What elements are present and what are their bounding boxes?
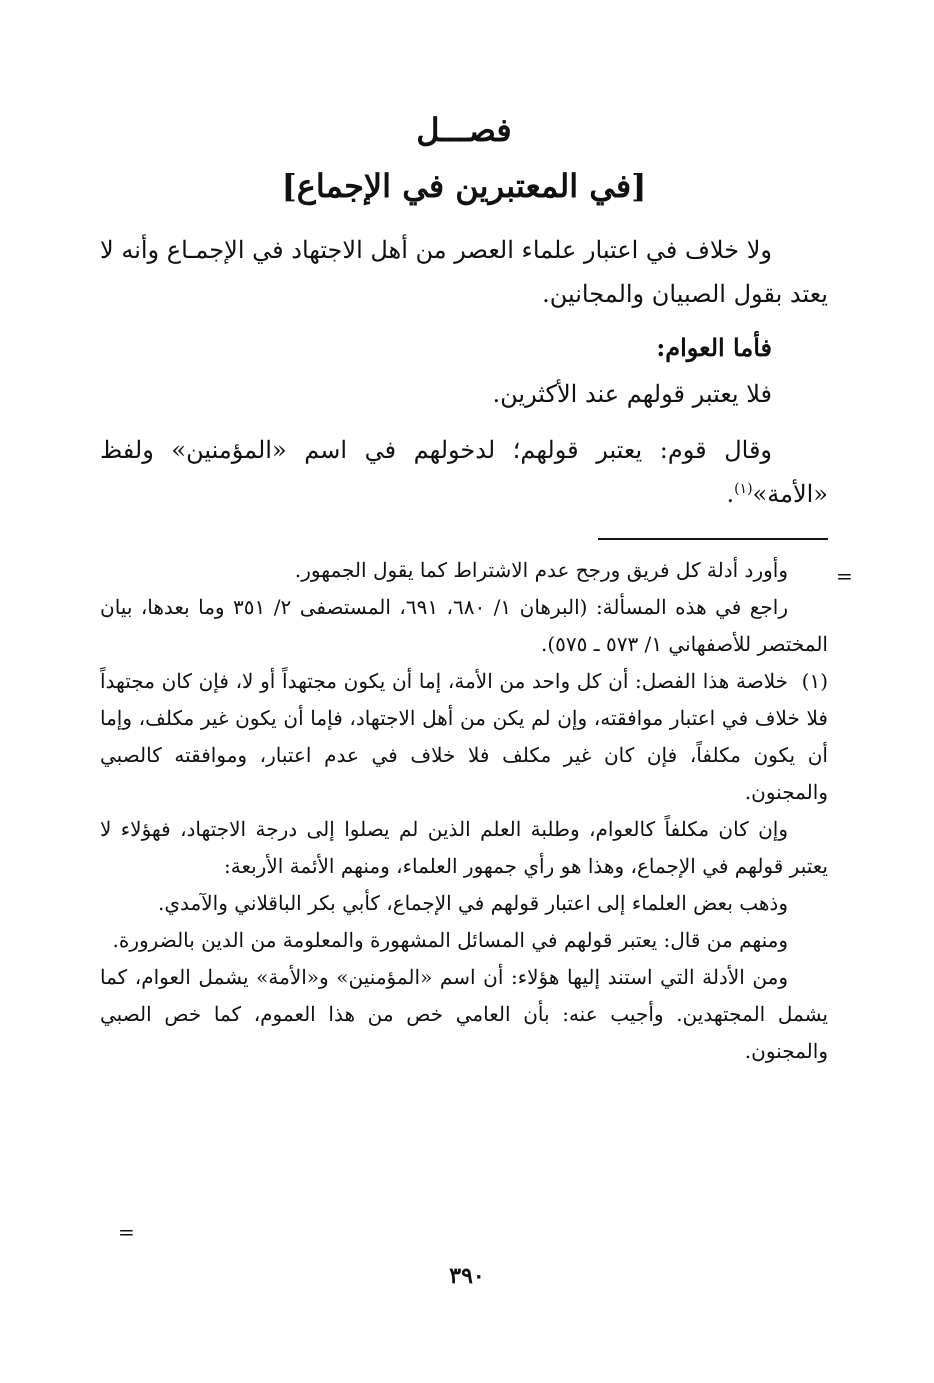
paragraph-other-view [100,428,828,516]
footnote-divider [598,538,828,540]
section-title: فصـــل [416,111,512,149]
footnote-ref-1: (١) [734,481,753,497]
paragraph-consensus: ولا خلاف في اعتبار علماء العصر من أهل الاجتهاد في الإجمـاع وأنه لا يعتد بقول الصبيان والمجانين. [100,236,828,308]
footnote-1-third-view: ومنهم من قال: يعتبر قولهم في المسائل المشهورة والمعلومة من الدين بالضرورة. [112,928,788,952]
page-number: ٣٩٠ [449,1263,485,1289]
paragraph-majority-view: فلا يعتبر قولهم عند الأكثرين. [492,380,772,408]
footnote-1-minority: وذهب بعض العلماء إلى اعتبار قولهم في الإجماع، كأبي بكر الباقلاني والآمدي. [158,891,788,915]
label-common-people: فأما العوام: [656,333,772,362]
footnotes-section [100,552,828,1070]
footnote-previous-line-1: وأورد أدلة كل فريق ورجح عدم الاشتراط كما يقول الجمهور. [294,558,788,582]
paragraph-other-view-text: وقال قوم: يعتبر قولهم؛ لدخولهم في اسم «المؤمنين» ولفظ «الأمة» [100,436,828,508]
footnote-previous-references: راجع في هذه المسألة: (البرهان ١/ ٦٨٠، ٦٩١، المستصفى ٢/ ٣٥١ وما بعدها، بيان المختصر للأصفهاني ١/ ٥٧٣ ـ ٥٧٥). [100,595,828,656]
footnote-1-number: (١) [801,669,828,693]
page-content [100,100,828,1350]
section-subtitle: [في المعتبرين في الإجماع] [281,167,647,205]
paragraph-other-view-end: . [726,480,735,508]
continuation-mark-bottom: = [118,1220,135,1244]
footnote-1-summary: خلاصة هذا الفصل: أن كل واحد من الأمة، إما أن يكون مجتهداً أو لا، فإن كان مجتهداً فلا خلاف في اعتبار موافقته، وإن لم يكن من أهل الاجتهاد، فإما أن يكون غير مكلف، وإما أن يكون مكلفاً، فإن كان غير مكلف فلا خلاف في عدم اعتبار، وموافقته كالصبي والمجنون. [100,669,828,804]
footnote-1-evidence: ومن الأدلة التي استند إليها هؤلاء: أن اسم «المؤمنين» و«الأمة» يشمل العوام، كما يشمل المجتهدين. وأجيب عنه: بأن العامي خص من هذا العموم، كما خص الصبي والمجنون. [100,965,828,1063]
footnote-1-majority: وإن كان مكلفاً كالعوام، وطلبة العلم الذين لم يصلوا إلى درجة الاجتهاد، فهؤلاء لا يعتبر قولهم في الإجماع، وهذا هو رأي جمهور العلماء، ومنهم الأئمة الأربعة: [100,817,828,878]
continuation-mark-top: = [836,564,853,588]
footnote-1 [100,663,828,811]
